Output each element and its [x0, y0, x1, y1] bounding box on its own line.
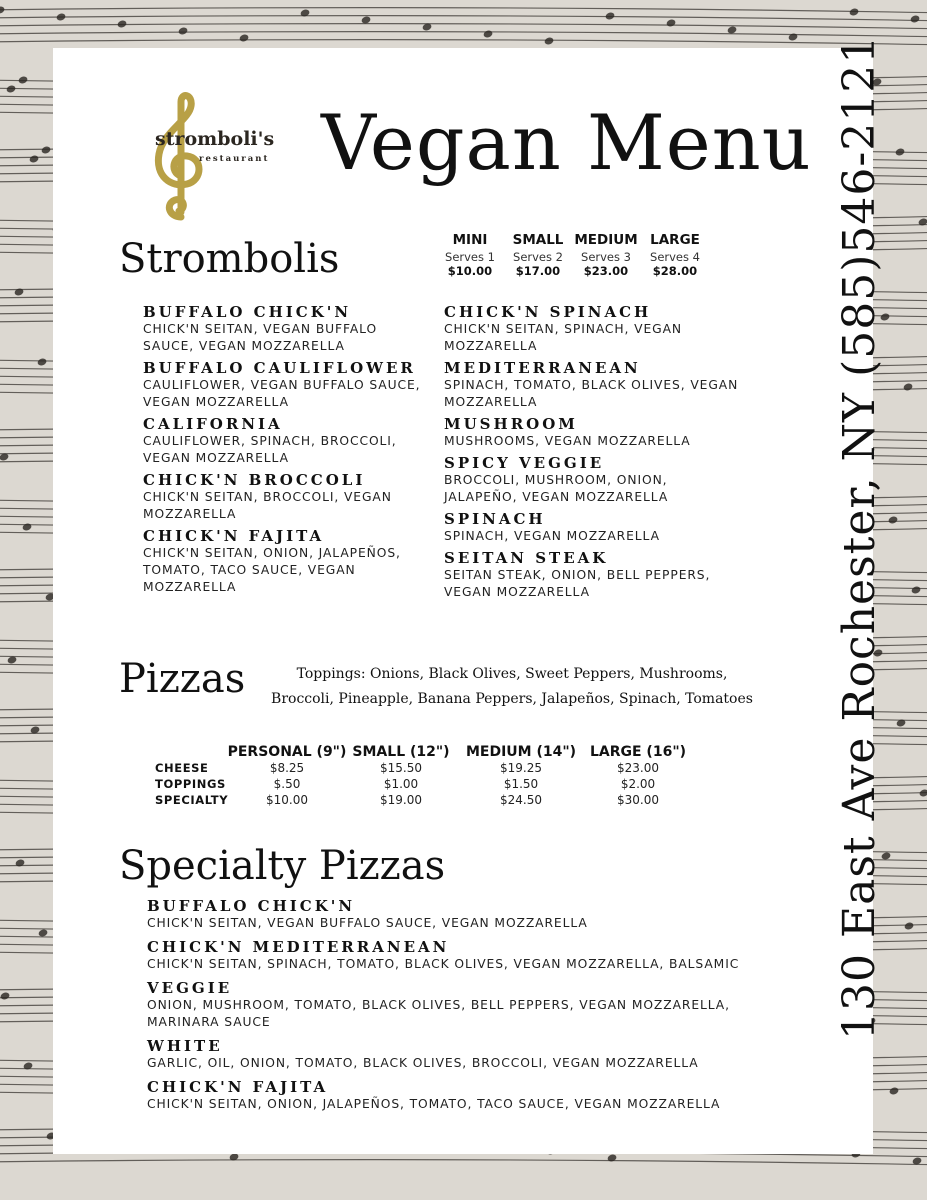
menu-card	[53, 48, 873, 1154]
size-serves: Serves 3	[581, 250, 631, 264]
item-description: GARLIC, OIL, ONION, TOMATO, BLACK OLIVES, BROCCOLI, VEGAN MOZZARELLA	[147, 1056, 699, 1070]
item-name: CHICK'N MEDITERRANEAN	[147, 938, 450, 956]
item-description: CHICK'N SEITAN, VEGAN BUFFALO SAUCE, VEGAN MOZZARELLA	[147, 916, 588, 930]
specialty-heading: Specialty Pizzas	[119, 843, 446, 889]
pizza-price: $1.50	[503, 777, 539, 791]
item-description: MUSHROOMS, VEGAN MOZZARELLA	[444, 434, 691, 448]
menu-item	[143, 471, 423, 523]
size-price: $10.00	[447, 264, 493, 278]
pizza-size-header: PERSONAL (9")	[227, 744, 347, 760]
item-description: SEITAN STEAK, ONION, BELL PEPPERS, VEGAN MOZZARELLA	[444, 568, 711, 599]
menu-item	[147, 938, 747, 973]
address-phone: 130 East Ave Rochester, NY (585)546-2121	[834, 34, 885, 1040]
menu-item	[147, 897, 747, 932]
menu-item	[444, 359, 744, 411]
pizza-price: $2.00	[620, 777, 656, 791]
item-description: CHICK'N SEITAN, SPINACH, TOMATO, BLACK OLIVES, VEGAN MOZZARELLA, BALSAMIC	[147, 957, 740, 971]
item-name: SPINACH	[444, 510, 546, 528]
menu-item	[147, 1037, 747, 1072]
item-name: CHICK'N FAJITA	[147, 1078, 329, 1096]
item-name: CHICK'N FAJITA	[143, 527, 325, 545]
page-title: Vegan Menu	[321, 98, 812, 187]
item-name: CHICK'N BROCCOLI	[143, 471, 366, 489]
size-label: SMALL	[512, 232, 564, 248]
toppings-line-2: Broccoli, Pineapple, Banana Peppers, Jalapeños, Spinach, Tomatoes	[271, 691, 753, 707]
pizza-size-header: SMALL (12")	[352, 744, 450, 760]
item-column	[143, 303, 423, 600]
item-name: BUFFALO CAULIFLOWER	[143, 359, 416, 377]
item-description: CAULIFLOWER, SPINACH, BROCCOLI, VEGAN MOZZARELLA	[143, 434, 397, 465]
toppings-text	[263, 662, 761, 712]
size-serves: Serves 2	[513, 250, 563, 264]
logo-sub: restaurant	[199, 154, 270, 164]
menu-item	[143, 303, 423, 355]
item-description: CHICK'N SEITAN, ONION, JALAPEÑOS, TOMATO, TACO SAUCE, VEGAN MOZZARELLA	[143, 546, 401, 594]
item-name: SEITAN STEAK	[444, 549, 609, 567]
pizza-price: $1.00	[383, 777, 419, 791]
item-name: MUSHROOM	[444, 415, 578, 433]
item-description: CHICK'N SEITAN, SPINACH, VEGAN MOZZARELLA	[444, 322, 682, 353]
pizza-price: $30.00	[617, 793, 659, 807]
item-name: SPICY VEGGIE	[444, 454, 605, 472]
pizza-price: $19.00	[380, 793, 422, 807]
menu-item	[444, 510, 744, 545]
size-serves: Serves 4	[650, 250, 700, 264]
item-name: BUFFALO CHICK'N	[147, 897, 356, 915]
pizza-price: $8.25	[269, 761, 305, 775]
pizza-row-label: TOPPINGS	[155, 777, 226, 791]
pizza-price: $23.00	[617, 761, 659, 775]
menu-item	[444, 549, 744, 601]
strombolis-heading: Strombolis	[119, 236, 340, 282]
menu-item	[143, 359, 423, 411]
menu-item	[143, 415, 423, 467]
item-name: CALIFORNIA	[143, 415, 283, 433]
size-label: LARGE	[650, 232, 700, 248]
pizza-price: $10.00	[266, 793, 308, 807]
item-description: BROCCOLI, MUSHROOM, ONION, JALAPEÑO, VEGAN MOZZARELLA	[444, 473, 669, 504]
size-price: $28.00	[652, 264, 698, 278]
pizza-size-header: MEDIUM (14")	[465, 744, 577, 760]
size-price: $17.00	[515, 264, 561, 278]
item-description: SPINACH, VEGAN MOZZARELLA	[444, 529, 660, 543]
pizza-row-label: CHEESE	[155, 761, 209, 775]
item-name: VEGGIE	[147, 979, 233, 997]
size-serves: Serves 1	[445, 250, 495, 264]
menu-item	[147, 1078, 747, 1113]
menu-item	[444, 454, 744, 506]
pizza-price: $15.50	[380, 761, 422, 775]
menu-item	[143, 527, 423, 596]
item-name: CHICK'N SPINACH	[444, 303, 652, 321]
logo-name: stromboli's	[155, 128, 275, 150]
pizza-price: $19.25	[500, 761, 542, 775]
item-description: CAULIFLOWER, VEGAN BUFFALO SAUCE, VEGAN MOZZARELLA	[143, 378, 421, 409]
pizza-size-header: LARGE (16")	[589, 744, 687, 760]
item-column	[147, 897, 747, 1119]
item-column	[444, 303, 744, 605]
item-description: ONION, MUSHROOM, TOMATO, BLACK OLIVES, BELL PEPPERS, VEGAN MOZZARELLA, MARINARA SAUCE	[147, 998, 730, 1029]
item-description: CHICK'N SEITAN, VEGAN BUFFALO SAUCE, VEGAN MOZZARELLA	[143, 322, 378, 353]
pizza-price: $24.50	[500, 793, 542, 807]
item-description: CHICK'N SEITAN, BROCCOLI, VEGAN MOZZARELLA	[143, 490, 392, 521]
pizza-price: $.50	[273, 777, 301, 791]
pizzas-heading: Pizzas	[119, 656, 246, 702]
item-description: CHICK'N SEITAN, ONION, JALAPEÑOS, TOMATO, TACO SAUCE, VEGAN MOZZARELLA	[147, 1097, 721, 1111]
toppings-line-1: Toppings: Onions, Black Olives, Sweet Peppers, Mushrooms,	[296, 666, 728, 682]
item-name: MEDITERRANEAN	[444, 359, 641, 377]
pizza-row-label: SPECIALTY	[155, 793, 229, 807]
size-label: MEDIUM	[574, 232, 638, 248]
item-name: WHITE	[147, 1037, 223, 1055]
item-description: SPINACH, TOMATO, BLACK OLIVES, VEGAN MOZZARELLA	[444, 378, 739, 409]
item-name: BUFFALO CHICK'N	[143, 303, 352, 321]
menu-item	[444, 415, 744, 450]
menu-item	[147, 979, 747, 1031]
size-label: MINI	[452, 232, 488, 248]
menu-item	[444, 303, 744, 355]
size-price: $23.00	[583, 264, 629, 278]
